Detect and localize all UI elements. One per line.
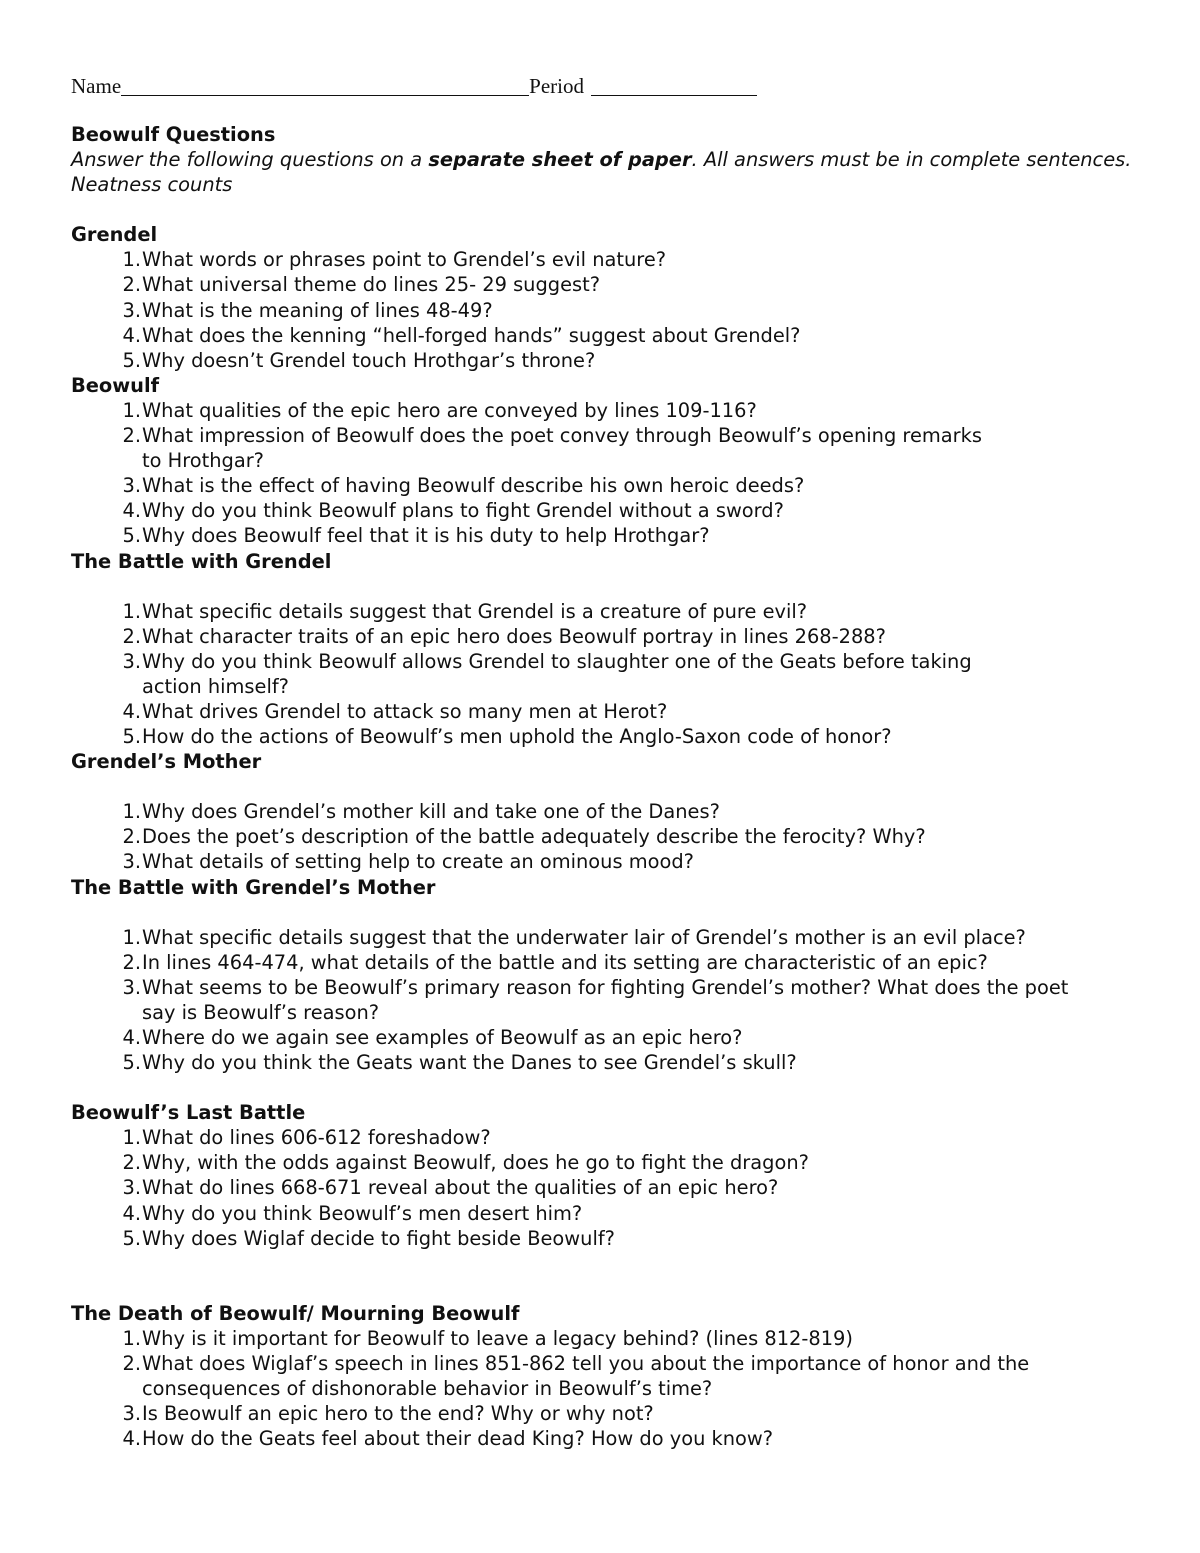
question-item: 4. How do the Geats feel about their dead King? How do you know? — [71, 1426, 1141, 1451]
section-title-beowulf: Beowulf — [71, 373, 160, 397]
question-text: Is Beowulf an epic hero to the end? Why or why not? — [142, 1402, 654, 1426]
question-item: 2. Does the poet’s description of the battle adequately describe the ferocity? Why? — [71, 824, 1141, 849]
question-item: 5. Why doesn’t Grendel touch Hrothgar’s throne? — [71, 348, 1141, 373]
section-title-last-battle: Beowulf’s Last Battle — [71, 1101, 306, 1125]
question-text: What universal theme do lines 25- 29 suggest? — [142, 273, 600, 297]
question-text: Why is it important for Beowulf to leave a legacy behind? (lines 812-819) — [142, 1326, 853, 1350]
section-title-battle-with-grendels-mother: The Battle with Grendel’s Mother — [71, 875, 436, 899]
question-text: Why do you think the Geats want the Danes to see Grendel’s skull? — [142, 1051, 797, 1075]
question-item: 1. What specific details suggest that the underwater lair of Grendel’s mother is an evil place? — [71, 925, 1141, 950]
question-text: Why do you think Beowulf’s men desert him? — [142, 1201, 583, 1225]
question-text: What do lines 606-612 foreshadow? — [142, 1126, 491, 1150]
question-text: Why, with the odds against Beowulf, does he go to fight the dragon? — [142, 1151, 809, 1175]
question-text: What specific details suggest that Grendel is a creature of pure evil? — [142, 599, 808, 623]
question-text: What is the effect of having Beowulf describe his own heroic deeds? — [142, 474, 805, 498]
instructions-after: . All answers must be in complete sentences. Neatness counts — [71, 148, 1132, 197]
question-item: 1. Why is it important for Beowulf to leave a legacy behind? (lines 812-819) — [71, 1326, 1141, 1351]
question-item: 2. What does Wiglaf’s speech in lines 851-862 tell you about the importance of honor and the consequences of dishonorable behavior in Beowulf’s time? — [71, 1351, 1141, 1401]
question-item: 5. Why does Wiglaf decide to fight beside Beowulf? — [71, 1226, 1141, 1251]
question-list-grendels-mother — [71, 799, 1141, 874]
name-blank[interactable] — [121, 75, 529, 96]
question-list-death-of-beowulf — [71, 1326, 1141, 1451]
question-text: What details of setting help to create an ominous mood? — [142, 850, 694, 874]
question-item: 3. What is the effect of having Beowulf describe his own heroic deeds? — [71, 473, 1141, 498]
question-text: Where do we again see examples of Beowulf as an epic hero? — [142, 1026, 743, 1049]
question-item: 4. Why do you think Beowulf plans to fight Grendel without a sword? — [71, 498, 1141, 523]
question-text: What qualities of the epic hero are conveyed by lines 109-116? — [142, 398, 757, 422]
question-item: 4. What drives Grendel to attack so many men at Herot? — [71, 699, 1141, 724]
spacer — [71, 1251, 1141, 1301]
question-item: 4. What does the kenning “hell-forged hands” suggest about Grendel? — [71, 323, 1141, 348]
spacer — [71, 900, 1141, 925]
question-list-grendel — [71, 247, 1141, 372]
question-item: 1. What words or phrases point to Grendel’s evil nature? — [71, 247, 1141, 272]
period-blank[interactable] — [591, 75, 757, 96]
question-item: 2. Why, with the odds against Beowulf, does he go to fight the dragon? — [71, 1150, 1141, 1175]
spacer — [71, 197, 1141, 222]
question-text: What seems to be Beowulf’s primary reason for fighting Grendel’s mother? What does the poet say is Beowulf’s reason? — [142, 975, 1069, 1024]
question-text: What drives Grendel to attack so many men at Herot? — [142, 699, 668, 723]
question-item: 5. Why does Beowulf feel that it is his duty to help Hrothgar? — [71, 523, 1141, 548]
question-item: 5. Why do you think the Geats want the Danes to see Grendel’s skull? — [71, 1050, 1141, 1075]
section-title-death-of-beowulf: The Death of Beowulf/ Mourning Beowulf — [71, 1301, 520, 1325]
worksheet-title: Beowulf Questions — [71, 123, 276, 146]
instructions — [71, 147, 1141, 197]
question-text: What character traits of an epic hero does Beowulf portray in lines 268-288? — [142, 624, 886, 648]
question-list-battle-with-grendel — [71, 599, 1141, 750]
question-text: Why does Grendel’s mother kill and take one of the Danes? — [142, 800, 720, 824]
spacer — [71, 574, 1141, 599]
period-label: Period — [529, 74, 584, 98]
question-text: What do lines 668-671 reveal about the qualities of an epic hero? — [142, 1176, 779, 1200]
question-text: Why doesn’t Grendel touch Hrothgar’s throne? — [142, 348, 596, 372]
question-text: Why does Beowulf feel that it is his duty to help Hrothgar? — [142, 524, 710, 548]
question-text: How do the Geats feel about their dead King? How do you know? — [142, 1427, 774, 1451]
question-text: What impression of Beowulf does the poet convey through Beowulf’s opening remarks to Hrothgar? — [142, 424, 982, 473]
question-list-beowulf — [71, 398, 1141, 549]
question-item: 4. Where do we again see examples of Beowulf as an epic hero? — [71, 1025, 1141, 1050]
spacer — [71, 774, 1141, 799]
header-line — [71, 72, 1141, 100]
question-item: 2. What universal theme do lines 25- 29 suggest? — [71, 272, 1141, 297]
question-list-battle-with-grendels-mother — [71, 925, 1141, 1076]
question-text: What is the meaning of lines 48-49? — [142, 298, 493, 322]
question-item: 2. In lines 464-474, what details of the battle and its setting are characteristic of an epic? — [71, 950, 1141, 975]
section-title-grendels-mother: Grendel’s Mother — [71, 750, 262, 774]
question-item: 4. Why do you think Beowulf’s men desert him? — [71, 1201, 1141, 1226]
question-item: 1. Why does Grendel’s mother kill and take one of the Danes? — [71, 799, 1141, 824]
question-text: Why does Wiglaf decide to fight beside Beowulf? — [142, 1226, 615, 1250]
question-text: Does the poet’s description of the battle adequately describe the ferocity? Why? — [142, 825, 926, 849]
question-item: 5. How do the actions of Beowulf’s men uphold the Anglo-Saxon code of honor? — [71, 724, 1141, 749]
worksheet-page — [71, 72, 1141, 1451]
question-item: 3. Why do you think Beowulf allows Grendel to slaughter one of the Geats before taking action himself? — [71, 649, 1141, 699]
question-text: What specific details suggest that the underwater lair of Grendel’s mother is an evil place? — [142, 925, 1026, 949]
question-item: 3. What do lines 668-671 reveal about the qualities of an epic hero? — [71, 1175, 1141, 1200]
question-item: 1. What do lines 606-612 foreshadow? — [71, 1125, 1141, 1150]
question-item: 2. What impression of Beowulf does the poet convey through Beowulf’s opening remarks to Hrothgar? — [71, 423, 1141, 473]
question-text: What words or phrases point to Grendel’s evil nature? — [142, 248, 667, 272]
question-text: In lines 464-474, what details of the battle and its setting are characteristic of an epic? — [142, 950, 988, 974]
question-text: Why do you think Beowulf allows Grendel to slaughter one of the Geats before taking action himself? — [142, 649, 972, 698]
spacer — [71, 1075, 1141, 1100]
question-text: What does Wiglaf’s speech in lines 851-862 tell you about the importance of honor and the consequences of dishonorable behavior in Beowulf’s time? — [142, 1351, 1030, 1401]
section-title-grendel: Grendel — [71, 223, 158, 247]
question-text: How do the actions of Beowulf’s men uphold the Anglo-Saxon code of honor? — [142, 725, 892, 749]
question-item: 1. What specific details suggest that Grendel is a creature of pure evil? — [71, 599, 1141, 624]
question-item: 3. What seems to be Beowulf’s primary reason for fighting Grendel’s mother? What does the poet say is Beowulf’s reason? — [71, 975, 1141, 1025]
question-item: 3. What details of setting help to create an ominous mood? — [71, 849, 1141, 874]
question-item: 3. What is the meaning of lines 48-49? — [71, 298, 1141, 323]
question-item: 2. What character traits of an epic hero does Beowulf portray in lines 268-288? — [71, 624, 1141, 649]
name-label: Name — [71, 74, 122, 98]
question-text: What does the kenning “hell-forged hands” suggest about Grendel? — [142, 323, 801, 347]
question-item: 3. Is Beowulf an epic hero to the end? Why or why not? — [71, 1401, 1141, 1426]
instructions-emphasis: separate sheet of paper — [428, 148, 692, 172]
question-text: Why do you think Beowulf plans to fight Grendel without a sword? — [142, 499, 784, 523]
question-item: 1. What qualities of the epic hero are conveyed by lines 109-116? — [71, 398, 1141, 423]
question-list-last-battle — [71, 1125, 1141, 1250]
section-title-battle-with-grendel: The Battle with Grendel — [71, 549, 332, 573]
instructions-before: Answer the following questions on a — [71, 148, 429, 172]
